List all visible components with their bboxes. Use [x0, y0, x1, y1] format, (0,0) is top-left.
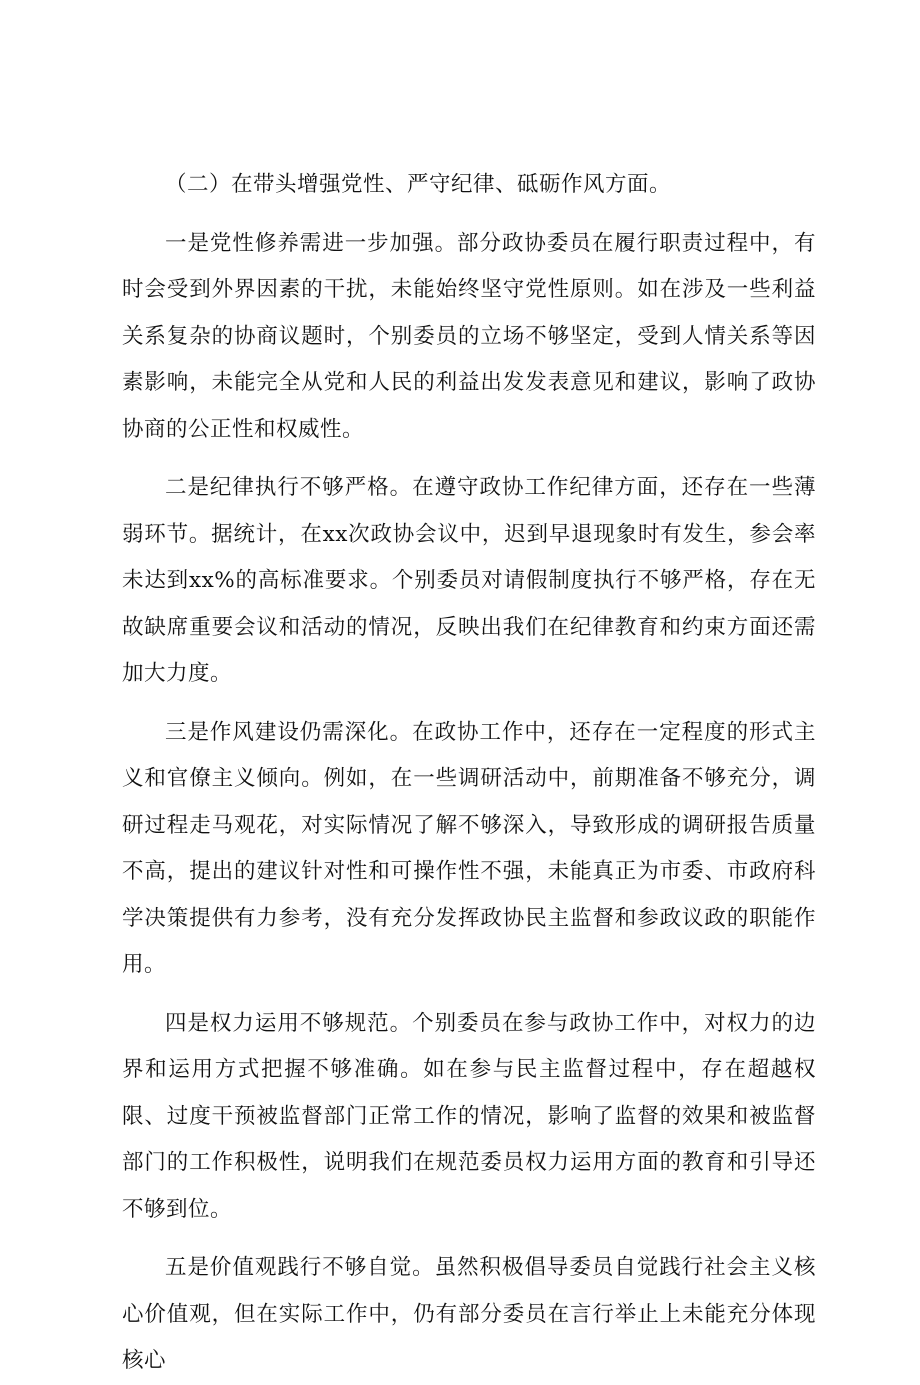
paragraph-values: 五是价值观践行不够自觉。虽然积极倡导委员自觉践行社会主义核心价值观，但在实际工作中，仍有部分委员在言行举止上未能充分体现核心 [122, 1255, 816, 1373]
document-body [122, 162, 816, 1385]
section-heading: （二）在带头增强党性、严守纪律、砥砺作风方面。 [165, 172, 672, 197]
paragraph-discipline: 二是纪律执行不够严格。在遵守政协工作纪律方面，还存在一些薄弱环节。据统计，在xx次政协会议中，迟到早退现象时有发生，参会率未达到xx%的高标准要求。个别委员对请假制度执行不够严格，存在无故缺席重要会议和活动的情况，反映出我们在纪律教育和约束方面还需加大力度。 [122, 475, 816, 686]
paragraph-work-style: 三是作风建设仍需深化。在政协工作中，还存在一定程度的形式主义和官僚主义倾向。例如，在一些调研活动中，前期准备不够充分，调研过程走马观花，对实际情况了解不够深入，导致形成的调研报告质量不高，提出的建议针对性和可操作性不强，未能真正为市委、市政府科学决策提供有力参考，没有充分发挥政协民主监督和参政议政的职能作用。 [122, 719, 816, 977]
paragraph-power-usage: 四是权力运用不够规范。个别委员在参与政协工作中，对权力的边界和运用方式把握不够准确。如在参与民主监督过程中，存在超越权限、过度干预被监督部门正常工作的情况，影响了监督的效果和被监督部门的工作积极性，说明我们在规范委员权力运用方面的教育和引导还不够到位。 [122, 1010, 816, 1222]
paragraph-party-spirit: 一是党性修养需进一步加强。部分政协委员在履行职责过程中，有时会受到外界因素的干扰，未能始终坚守党性原则。如在涉及一些利益关系复杂的协商议题时，个别委员的立场不够坚定，受到人情关系等因素影响，未能完全从党和人民的利益出发发表意见和建议，影响了政协协商的公正性和权威性。 [122, 230, 816, 442]
